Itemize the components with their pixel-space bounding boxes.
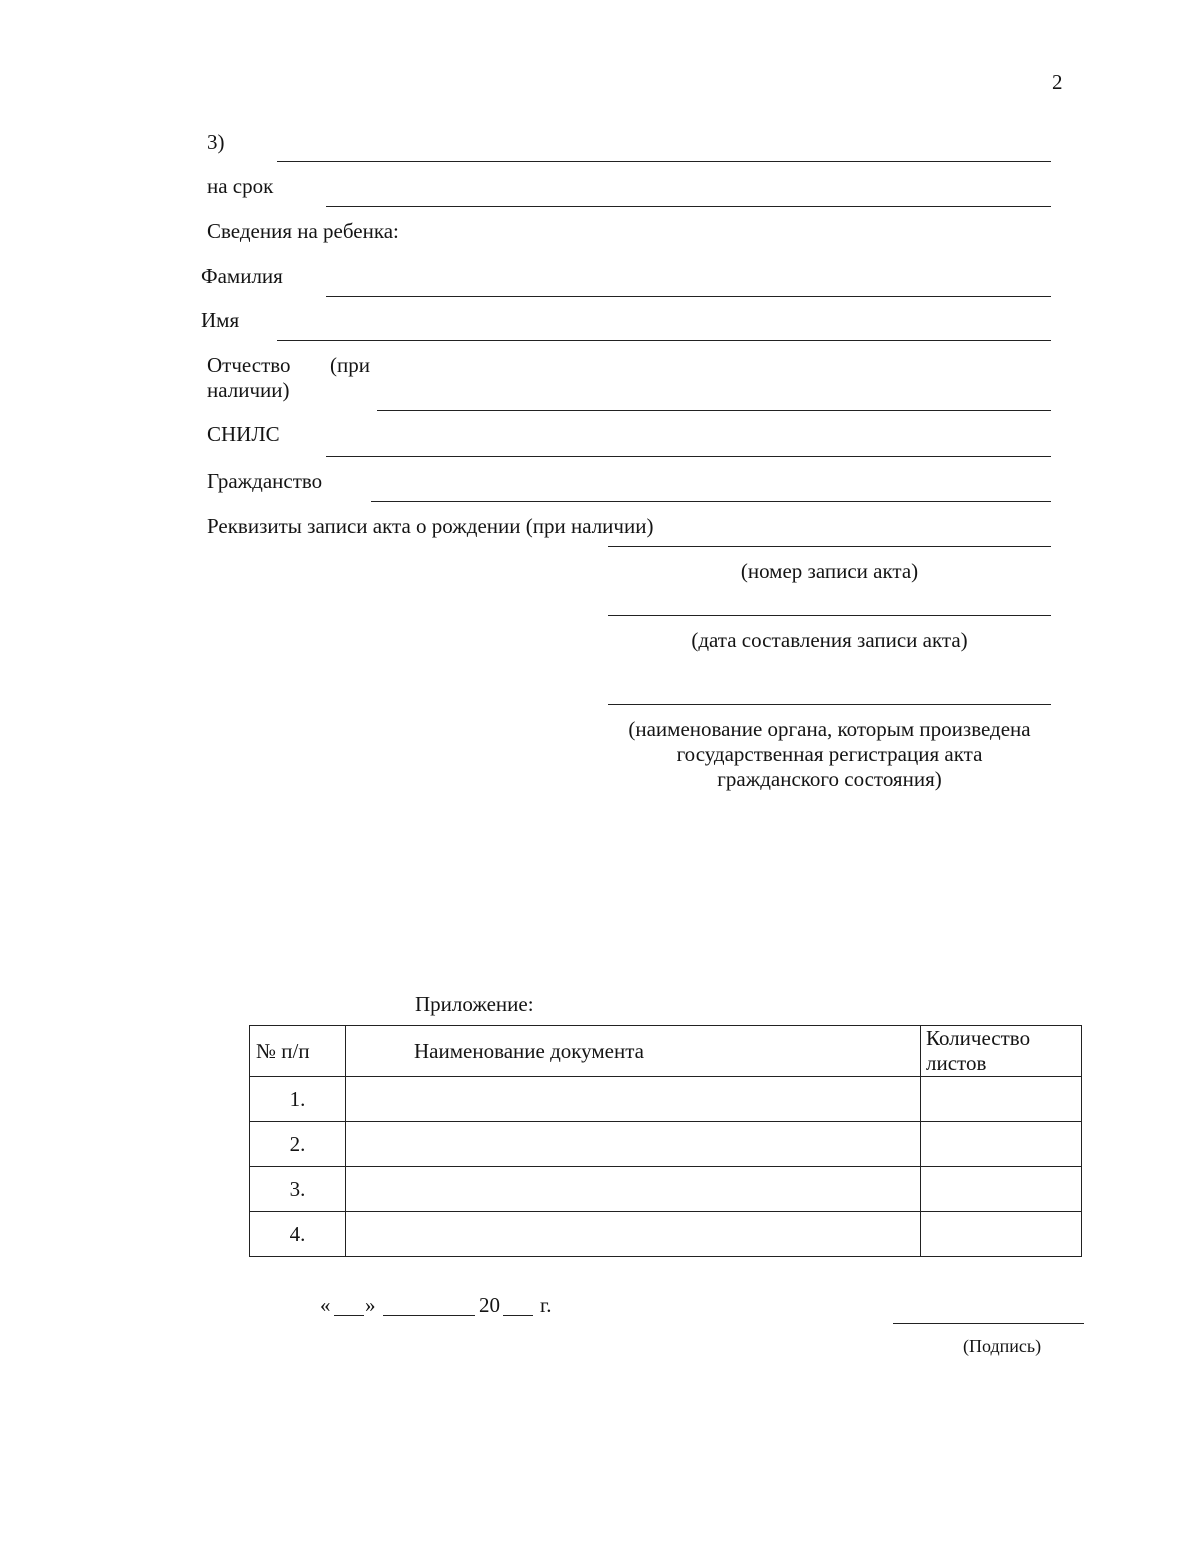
table-row (250, 1167, 1082, 1212)
surname-input-line[interactable] (326, 296, 1051, 297)
patronymic-label-paren: (при (330, 353, 370, 377)
item-three-label: 3) (207, 130, 225, 154)
appendix-title: Приложение: (415, 992, 534, 1016)
sheet-count-cell[interactable] (921, 1212, 1082, 1257)
citizenship-label: Гражданство (207, 469, 323, 493)
row-number: 1. (250, 1077, 346, 1122)
date-year-input-line[interactable] (503, 1315, 533, 1316)
sheet-count-cell[interactable] (921, 1122, 1082, 1167)
date-month-input-line[interactable] (383, 1315, 475, 1316)
signature-caption: (Подпись) (963, 1336, 1042, 1356)
record-date-caption: (дата составления записи акта) (691, 628, 968, 652)
date-open-quote: « (320, 1293, 331, 1317)
row-number: 3. (250, 1167, 346, 1212)
name-input-line[interactable] (277, 340, 1051, 341)
birth-record-label: Реквизиты записи акта о рождении (при наличии) (207, 514, 654, 538)
record-number-input-line[interactable] (608, 546, 1051, 547)
child-section-title: Сведения на ребенка: (207, 219, 399, 243)
term-label: на срок (207, 174, 274, 198)
snils-input-line[interactable] (326, 456, 1051, 457)
record-date-input-line[interactable] (608, 615, 1051, 616)
date-year-suffix: г. (540, 1293, 552, 1317)
document-name-cell[interactable] (346, 1122, 921, 1167)
term-input-line[interactable] (326, 206, 1051, 207)
date-year-prefix: 20 (479, 1293, 500, 1317)
authority-caption-line1: (наименование органа, которым произведена (628, 717, 1031, 741)
page-number: 2 (1052, 70, 1063, 94)
record-number-caption: (номер записи акта) (740, 559, 919, 583)
authority-caption-line2: государственная регистрация акта (676, 742, 983, 766)
authority-input-line[interactable] (608, 704, 1051, 705)
patronymic-label-line1: Отчество (207, 353, 291, 377)
header-document-name: Наименование документа (346, 1026, 921, 1077)
patronymic-label-line2: наличии) (207, 378, 290, 402)
sheet-count-cell[interactable] (921, 1077, 1082, 1122)
date-day-input-line[interactable] (334, 1315, 364, 1316)
appendix-table (249, 1025, 1082, 1257)
citizenship-input-line[interactable] (371, 501, 1051, 502)
document-name-cell[interactable] (346, 1077, 921, 1122)
header-sheet-count: Количество листов (921, 1026, 1082, 1077)
sheet-count-cell[interactable] (921, 1167, 1082, 1212)
row-number: 2. (250, 1122, 346, 1167)
appendix-header-row (250, 1026, 1082, 1077)
header-number: № п/п (250, 1026, 346, 1077)
document-name-cell[interactable] (346, 1212, 921, 1257)
signature-input-line[interactable] (893, 1323, 1084, 1324)
row-number: 4. (250, 1212, 346, 1257)
document-name-cell[interactable] (346, 1167, 921, 1212)
snils-label: СНИЛС (207, 422, 280, 446)
name-label: Имя (201, 308, 240, 332)
table-row (250, 1212, 1082, 1257)
item-three-input-line[interactable] (277, 161, 1051, 162)
surname-label: Фамилия (201, 264, 283, 288)
table-row (250, 1122, 1082, 1167)
patronymic-input-line[interactable] (377, 410, 1051, 411)
authority-caption-line3: гражданского состояния) (717, 767, 942, 791)
date-close-quote: » (365, 1293, 376, 1317)
table-row (250, 1077, 1082, 1122)
